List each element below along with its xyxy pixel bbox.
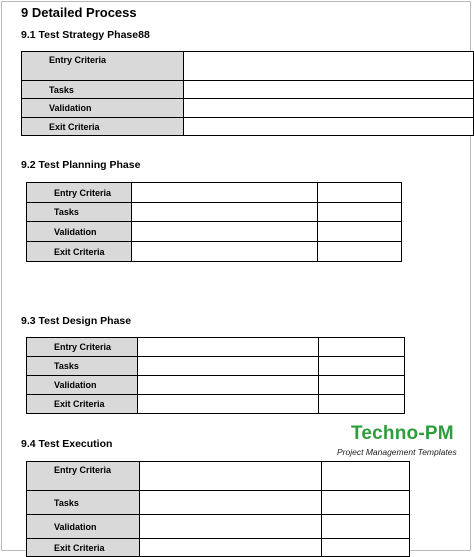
row-label-entry-criteria: Entry Criteria [27, 338, 138, 357]
table-cell[interactable] [138, 376, 319, 395]
row-label-validation: Validation [27, 376, 138, 395]
table-cell[interactable] [319, 376, 405, 395]
table-cell[interactable] [138, 357, 319, 376]
row-label-tasks: Tasks [27, 491, 140, 515]
row-label-validation: Validation [27, 222, 132, 242]
section-title-execution: 9.4 Test Execution [21, 438, 113, 450]
section-title-strategy: 9.1 Test Strategy Phase88 [21, 29, 150, 41]
table-cell[interactable] [140, 491, 322, 515]
logo-title: Techno-PM [351, 423, 454, 444]
strategy-phase-table [21, 51, 474, 136]
table-cell[interactable] [184, 52, 474, 81]
row-label-validation: Validation [22, 99, 184, 118]
logo-subtitle: Project Management Templates [337, 447, 457, 457]
table-cell[interactable] [319, 395, 405, 414]
row-label-exit-criteria: Exit Criteria [27, 242, 132, 262]
table-cell[interactable] [319, 357, 405, 376]
table-cell[interactable] [132, 183, 318, 203]
table-cell[interactable] [318, 183, 402, 203]
section-title-design: 9.3 Test Design Phase [21, 315, 132, 327]
table-cell[interactable] [184, 118, 474, 136]
design-phase-table [26, 337, 405, 414]
row-label-exit-criteria: Exit Criteria [27, 539, 140, 557]
row-label-tasks: Tasks [27, 357, 138, 376]
row-label-exit-criteria: Exit Criteria [27, 395, 138, 414]
row-label-validation: Validation [27, 515, 140, 539]
table-cell[interactable] [319, 338, 405, 357]
table-cell[interactable] [322, 491, 410, 515]
table-cell[interactable] [132, 242, 318, 262]
techno-pm-logo [337, 423, 457, 457]
table-cell[interactable] [322, 462, 410, 491]
row-label-entry-criteria: Entry Criteria [27, 183, 132, 203]
table-cell[interactable] [140, 462, 322, 491]
table-cell[interactable] [132, 222, 318, 242]
page-frame [1, 1, 471, 551]
table-cell[interactable] [318, 222, 402, 242]
table-cell[interactable] [138, 338, 319, 357]
section-title-planning: 9.2 Test Planning Phase [21, 159, 141, 171]
page-title: 9 Detailed Process [21, 5, 137, 20]
table-cell[interactable] [184, 99, 474, 118]
row-label-entry-criteria: Entry Criteria [22, 52, 184, 81]
table-cell[interactable] [184, 81, 474, 99]
table-cell[interactable] [318, 242, 402, 262]
planning-phase-table [26, 182, 402, 262]
row-label-tasks: Tasks [22, 81, 184, 99]
execution-phase-table [26, 461, 410, 557]
table-cell[interactable] [140, 515, 322, 539]
row-label-exit-criteria: Exit Criteria [22, 118, 184, 136]
table-cell[interactable] [322, 515, 410, 539]
table-cell[interactable] [138, 395, 319, 414]
row-label-tasks: Tasks [27, 203, 132, 222]
table-cell[interactable] [318, 203, 402, 222]
row-label-entry-criteria: Entry Criteria [27, 462, 140, 491]
table-cell[interactable] [132, 203, 318, 222]
